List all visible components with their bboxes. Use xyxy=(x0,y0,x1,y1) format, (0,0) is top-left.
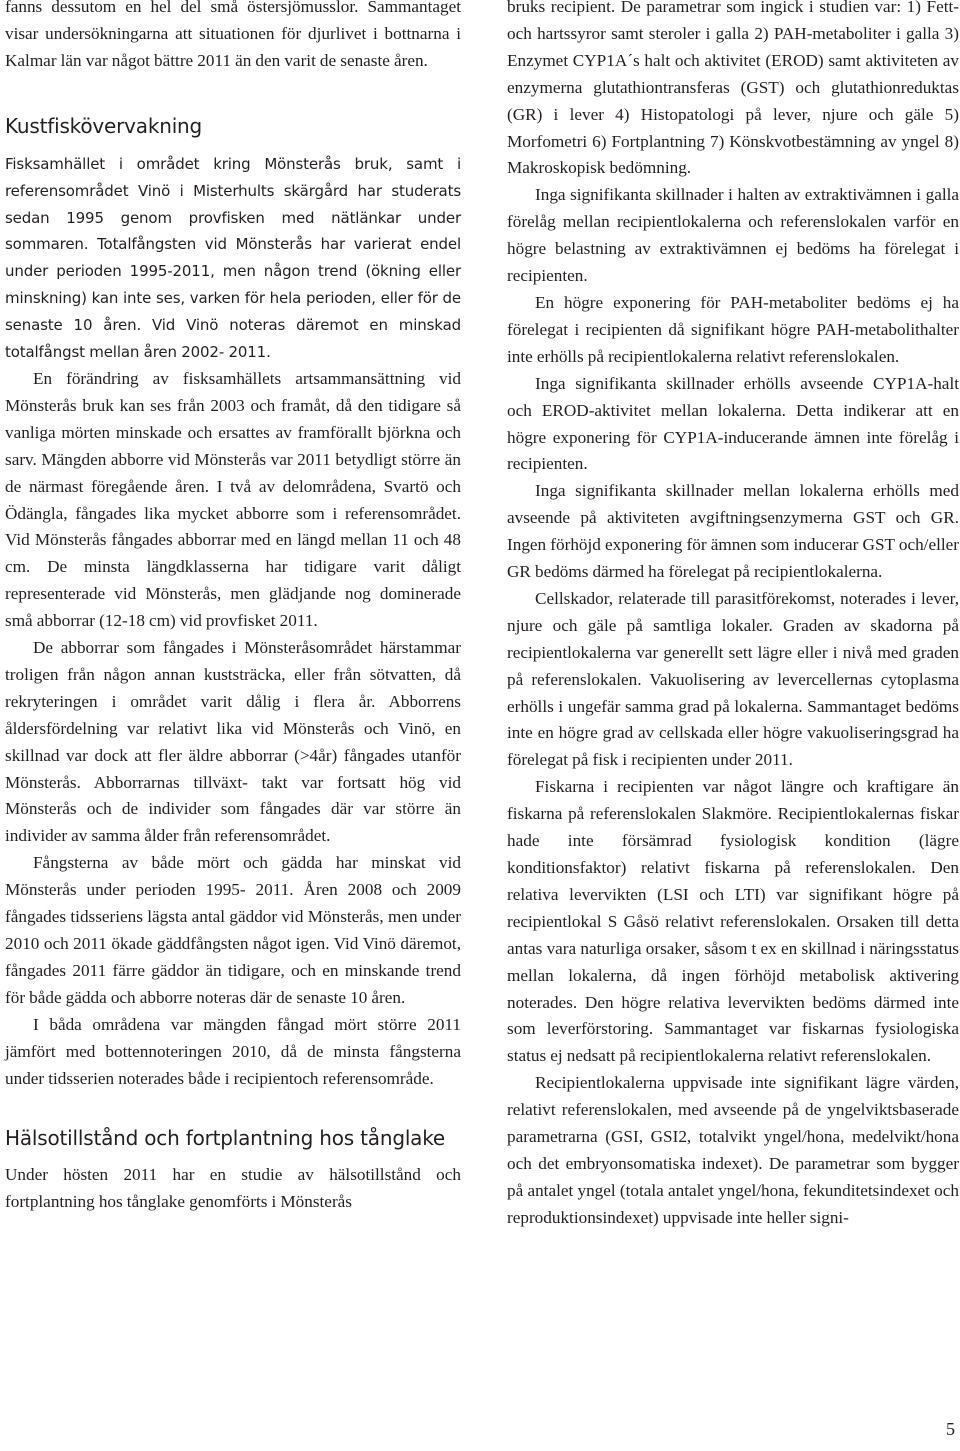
right-column xyxy=(507,0,959,1232)
left-column xyxy=(5,0,461,1216)
body-paragraph: Cellskador, relaterade till parasitförekomst, noterades i lever, njure och gäle på samtliga lokaler. Graden av skadorna på recipientlokalerna var generellt sett lägre eller i nivå med graden på referenslokalen. Vakuolisering av levercellernas cytoplasma erhölls i ungefär samma grad på lokalerna. Sammantaget bedöms inte en högre grad av cellskada eller högre vakuoliseringsgrad ha förelegat på fisk i recipienten under 2011. xyxy=(507,588,959,770)
body-paragraph: Fångsterna av både mört och gädda har minskat vid Mönsterås under perioden 1995- 2011. Åren 2008 och 2009 fångades tidsseriens lägsta antal gäddor vid Mönsterås, men under 2010 och 2011 ökade gäddfångsten något igen. Vid Vinö däremot, fångades 2011 färre gäddor än tidigare, och en minskande trend för både gädda och abborre noteras där de senaste 10 åren. xyxy=(5,853,461,1007)
page-number: 5 xyxy=(946,1419,955,1439)
body-paragraph: En förändring av fisksamhällets artsammansättning vid Mönsterås bruk kan ses från 2003 och framåt, då den tidigare så vanliga mörten minskade och ersattes av framförallt björkna och sarv. Mängden abborre vid Mönsterås var 2011 betydligt större än de närmast föregående åren. I två av delområdena, Svartö och Ödängla, fångades lika mycket abborre som i referensområdet. Vid Mönsterås fångades abborrar med en längd mellan 11 och 48 cm. De minsta längdklasserna har tidigare varit dåligt representerade vid Mönsterås, men glädjande nog dominerade små abborrar (12-18 cm) vid provfisket 2011. xyxy=(5,368,461,631)
body-paragraph: Inga signifikanta skillnader i halten av extraktivämnen i galla förelåg mellan recipientlokalerna och referenslokalen varför en högre belastning av extraktivämnen ej bedöms ha förelegat i recipienten. xyxy=(507,185,959,286)
body-paragraph: bruks recipient. De parametrar som ingick i studien var: 1) Fett- och hartssyror samt steroler i galla 2) PAH-metaboliter i galla 3) Enzymet CYP1A´s halt och aktivitet (EROD) samt aktiviteten av enzymerna glutathiontransferas (GST) och glutathionreduktas (GR) i lever 4) Histopatologi på lever, njure och gäle 5) Morfometri 6) Fortplantning 7) Könskvotbestämning av yngel 8) Makroskopisk bedömning. xyxy=(507,0,959,178)
body-paragraph: Inga signifikanta skillnader mellan lokalerna erhölls med avseende på aktiviteten avgiftningsenzymerna GST och GR. Ingen förhöjd exponering för ämnen som inducerar GST och/eller GR bedöms därmed ha förelegat på recipientlokalerna. xyxy=(507,481,959,582)
body-paragraph: I båda områdena var mängden fångad mört större 2011 jämfört med bottennoteringen 2010, då de minsta fångsterna under tidsserien noterades både i recipientoch referensområde. xyxy=(5,1014,461,1088)
body-paragraph: Recipientlokalerna uppvisade inte signifikant lägre värden, relativt referenslokalen, med avseende på de yngelviktsbaserade parametrarna (GSI, GSI2, totalvikt yngel/hona, medelvikt/hona och det embryonsomatiska indexet). De parametrar som bygger på antalet yngel (totala antalet yngel/hona, fekunditetsindexet och reproduktionsindexet) uppvisade inte heller signi- xyxy=(507,1073,959,1227)
section-heading-halsotillstand: Hälsotillstånd och fortplantning hos tånglake xyxy=(5,1126,446,1151)
body-paragraph: Under hösten 2011 har en studie av hälsotillstånd och fortplantning hos tånglake genomförts i Mönsterås xyxy=(5,1165,461,1212)
body-paragraph: De abborrar som fångades i Mönsteråsområdet härstammar troligen från någon annan kuststräcka, eller från sötvatten, då rekryteringen i området varit dålig i flera år. Abborrens åldersfördelning var relativt lika vid Mönsterås och Vinö, en skillnad var dock att fler äldre abborrar (>4år) fångades utanför Mönsterås. Abborrarnas tillväxt- takt var fortsatt hög vid Mönsterås och de individer som fångades där var större än individer av samma ålder från referensområdet. xyxy=(5,638,461,846)
body-paragraph: Inga signifikanta skillnader erhölls avseende CYP1A-halt och EROD-aktivitet mellan lokalerna. Detta indikerar att en högre exponering för CYP1A-inducerande ämnen inte förelåg i recipienten. xyxy=(507,373,959,474)
intro-paragraph: fanns dessutom en hel del små östersjömusslor. Sammantaget visar undersökningarna att situationen för djurlivet i bottnarna i Kalmar län var något bättre 2011 än den varit de senaste åren. xyxy=(5,0,461,70)
body-paragraph: Fisksamhället i området kring Mönsterås bruk, samt i referensområdet Vinö i Misterhults skärgård har studerats sedan 1995 genom provfisken med nätlänkar under sommaren. Totalfångsten vid Mönsterås har varierat endel under perioden 1995-2011, men någon trend (ökning eller minskning) kan inte ses, varken för hela perioden, eller för de senaste 10 åren. Vid Vinö noteras däremot en minskad totalfångst mellan åren 2002- 2011. xyxy=(5,154,461,362)
section-heading-kustfiskovervakning: Kustfiskövervakning xyxy=(5,113,203,138)
body-paragraph: Fiskarna i recipienten var något längre och kraftigare än fiskarna på referenslokalen Slakmöre. Recipientlokalernas fiskar hade inte försämrad fysiologisk kondition (lägre konditionsfaktor) relativt fiskarna på referenslokalen. Den relativa levervikten (LSI och LTI) var signifikant högre på recipientlokal S Gåsö relativt referenslokalen. Orsaken till detta antas vara naturliga orsaker, såsom t ex en skillnad i näringsstatus mellan lokalerna, då ingen förhöjd metabolisk aktivering noterades. Den högre relativa levervikten bedöms därmed inte som leverförstoring. Sammantaget var fiskarnas fysiologiska status ej nedsatt på recipientlokalerna relativt referenslokalen. xyxy=(507,777,959,1066)
body-paragraph: En högre exponering för PAH-metaboliter bedöms ej ha förelegat i recipienten då signifikant högre PAH-metabolithalter inte erhölls på recipientlokalerna relativt referenslokalen. xyxy=(507,292,959,366)
